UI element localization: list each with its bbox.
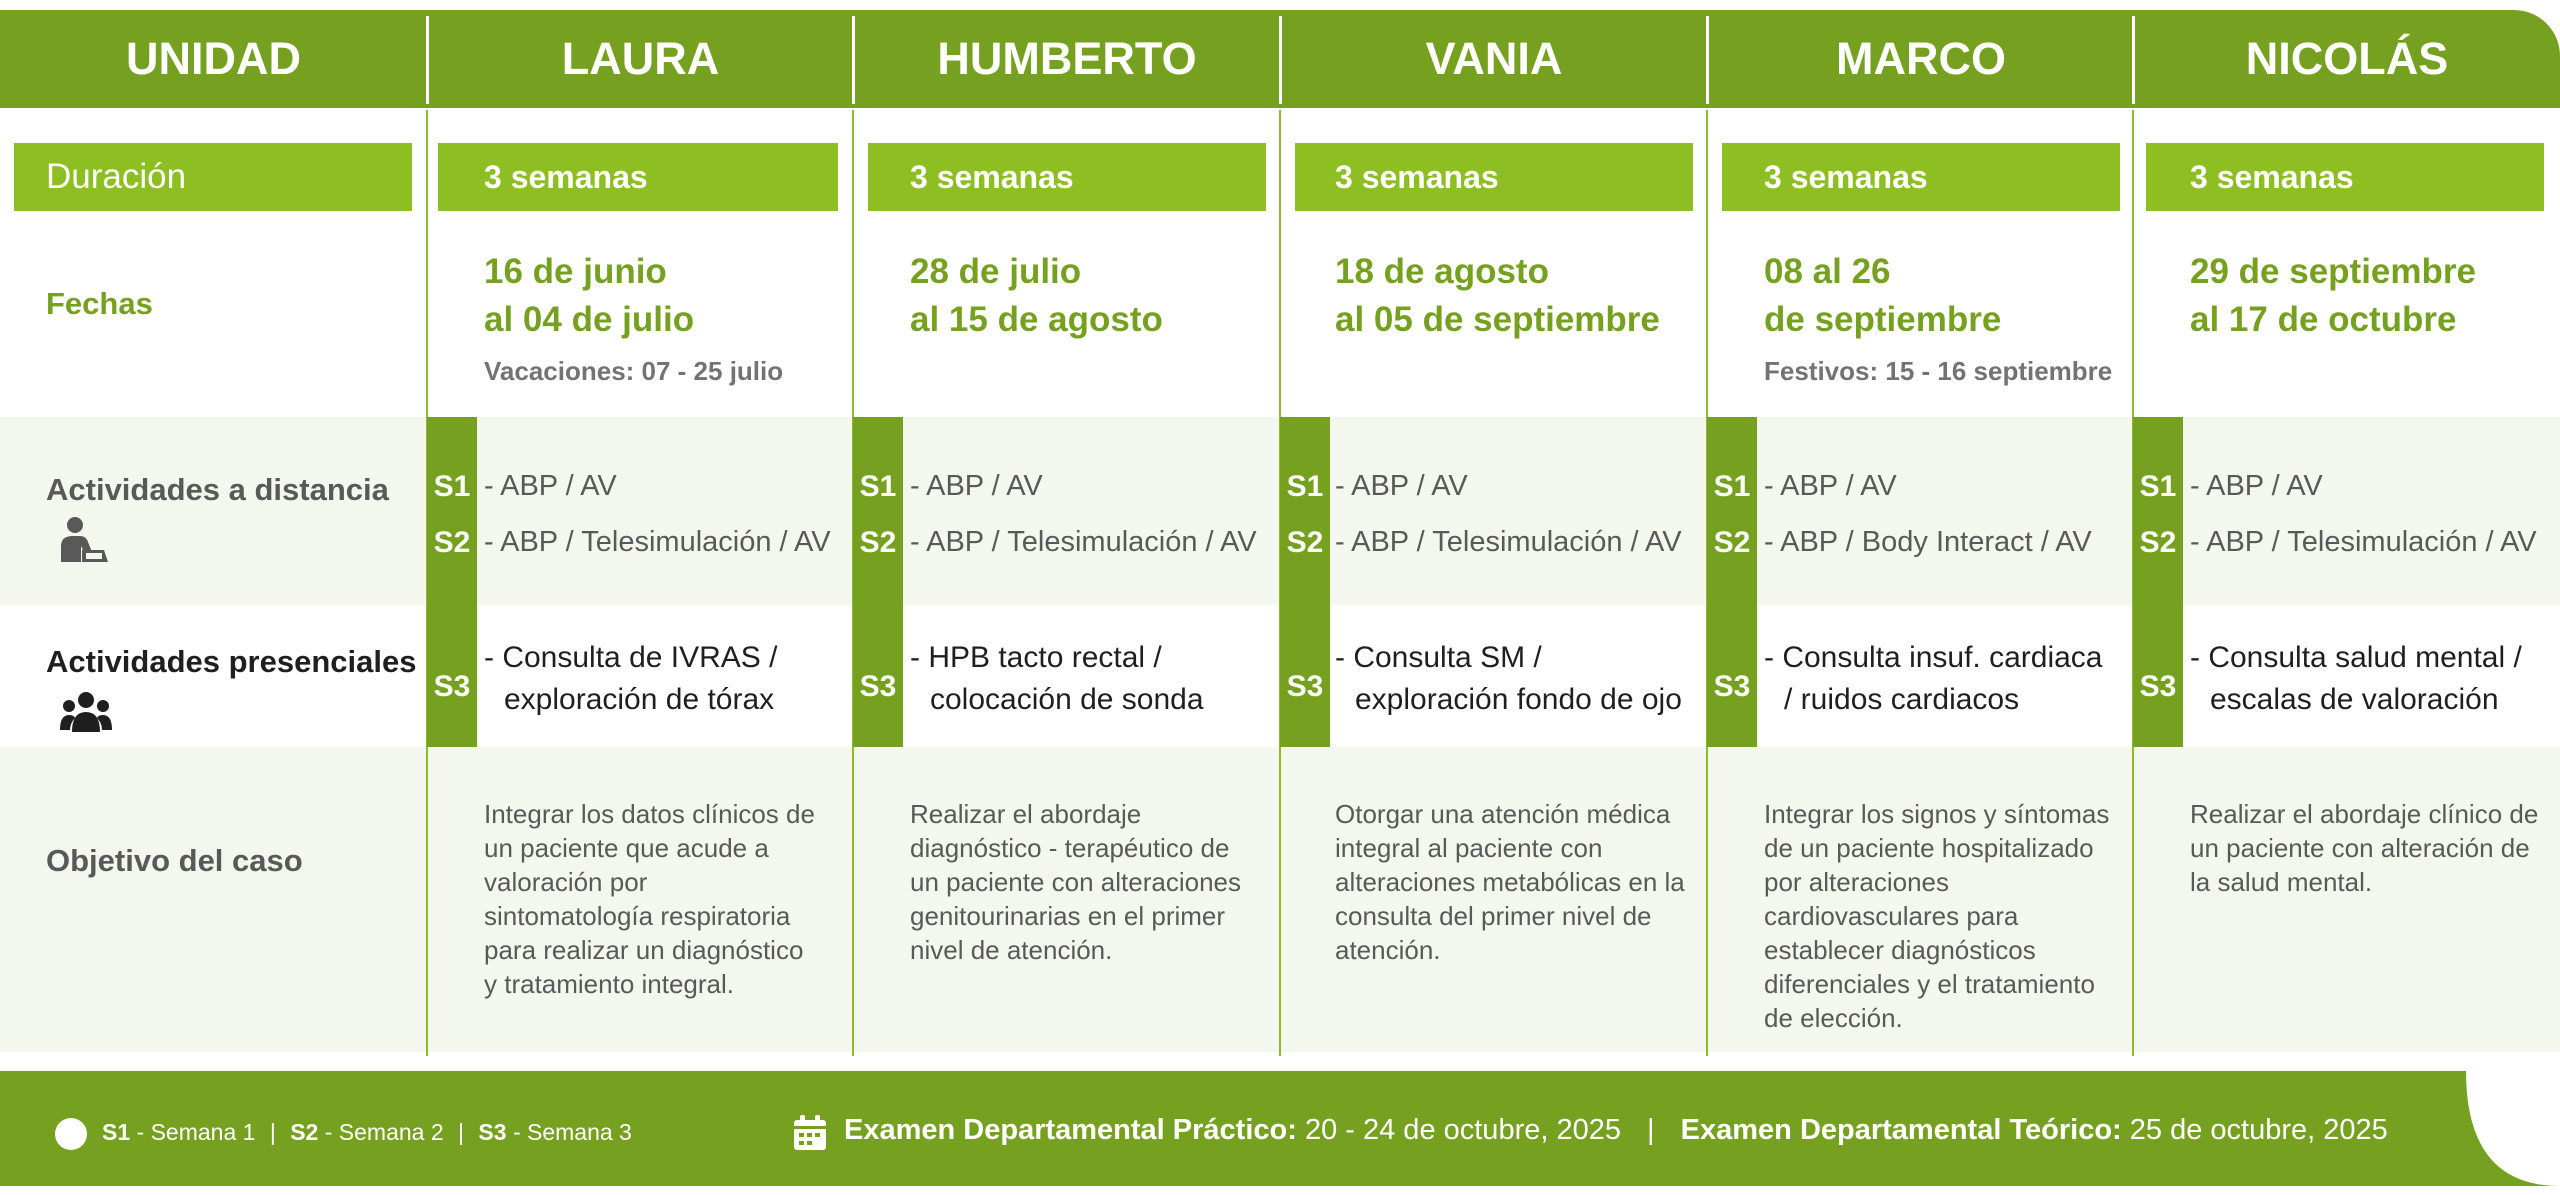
week-label-s3: S3: [1713, 670, 1751, 703]
duracion-marco: 3 semanas: [1722, 143, 2120, 211]
week-label-s1: S1: [1286, 470, 1324, 503]
nota-marco: Festivos: 15 - 16 septiembre: [1764, 356, 2113, 386]
legend: [102, 1119, 632, 1146]
fecha-humberto: [910, 248, 1163, 344]
exam-teorico-label: Examen Departamental Teórico:: [1680, 1114, 2122, 1146]
actividad-s3-laura: [484, 637, 777, 721]
exam-teorico-date: 25 de octubre, 2025: [2129, 1114, 2388, 1146]
header-name-vania: VANIA: [1425, 33, 1563, 84]
actividad-s2-vania: - ABP / Telesimulación / AV: [1335, 526, 1682, 558]
actividad-s1-nicolas: - ABP / AV: [2190, 470, 2323, 502]
fecha-line2: de septiembre: [1764, 300, 2002, 339]
row-label-fechas: Fechas: [46, 286, 153, 321]
legend-separator: |: [458, 1119, 465, 1145]
actividad-s1-marco: - ABP / AV: [1764, 470, 1897, 502]
week-label-s1: S1: [859, 470, 897, 503]
exam-practico-date: 20 - 24 de octubre, 2025: [1304, 1114, 1621, 1146]
week-label-s2: S2: [859, 526, 897, 559]
actividad-s1-vania: - ABP / AV: [1335, 470, 1468, 502]
s3-line1: - Consulta insuf. cardiaca: [1764, 641, 2103, 674]
actividad-s3-marco: [1764, 637, 2103, 721]
week-bar-s1s2: [427, 417, 477, 605]
objetivo-humberto: Realizar el abordaje diagnóstico - terapéutico de un paciente con alteraciones genitourinarias en el primer nivel de atención.: [910, 799, 1242, 965]
week-label-s2: S2: [1286, 526, 1324, 559]
s3-line2: / ruidos cardiacos: [1784, 683, 2020, 716]
duracion-laura: 3 semanas: [438, 143, 838, 211]
week-label-s2: S2: [1713, 526, 1751, 559]
objetivo-marco: Integrar los signos y síntomas de un paciente hospitalizado por alteraciones cardiovasculares para establecer diagnósticos diferenciales y el tratamiento de elección.: [1764, 799, 2110, 1033]
actividad-s2-laura: - ABP / Telesimulación / AV: [484, 526, 831, 558]
fecha-nicolas: [2190, 248, 2476, 344]
circle-bullet-icon: [54, 1117, 88, 1151]
legend-separator: |: [269, 1119, 276, 1145]
exam-separator: |: [1647, 1114, 1655, 1146]
s3-line1: - HPB tacto rectal /: [910, 641, 1162, 674]
week-label-s2: S2: [2139, 526, 2177, 559]
fecha-line1: 18 de agosto: [1335, 252, 1549, 291]
week-label-s2: S2: [433, 526, 471, 559]
s3-line1: - Consulta SM /: [1335, 641, 1542, 674]
fecha-line2: al 04 de julio: [484, 300, 695, 339]
s3-line1: - Consulta salud mental /: [2190, 641, 2522, 674]
s3-line2: exploración de tórax: [504, 683, 775, 716]
header-unidad: UNIDAD: [126, 33, 301, 84]
duracion-humberto: 3 semanas: [868, 143, 1266, 211]
legend-s3-text: - Semana 3: [512, 1119, 632, 1145]
calendar-icon: [793, 1115, 827, 1151]
objetivo-nicolas: Realizar el abordaje clínico de un paciente con alteración de la salud mental.: [2190, 799, 2539, 897]
s3-line2: exploración fondo de ojo: [1355, 683, 1682, 716]
fecha-line1: 16 de junio: [484, 252, 667, 291]
footer-corner: [2450, 1071, 2560, 1186]
duracion-vania: 3 semanas: [1295, 143, 1693, 211]
objetivo-laura: Integrar los datos clínicos de un paciente que acude a valoración por sintomatología respiratoria para realizar un diagnóstico y tratamiento integral.: [484, 799, 815, 999]
fecha-line1: 08 al 26: [1764, 252, 1891, 291]
row-label-actividades-distancia: Actividades a distancia: [46, 472, 389, 507]
header-name-humberto: HUMBERTO: [937, 33, 1197, 84]
week-bar-s1s2: [1280, 417, 1330, 605]
week-label-s3: S3: [433, 670, 471, 703]
fecha-marco: [1764, 248, 2001, 344]
actividad-s3-vania: [1335, 637, 1682, 721]
fecha-laura: [484, 248, 694, 344]
actividad-s2-marco: - ABP / Body Interact / AV: [1764, 526, 2092, 558]
table-header: [0, 10, 2560, 108]
nota-laura: Vacaciones: 07 - 25 julio: [484, 356, 784, 386]
header-name-marco: MARCO: [1836, 33, 2006, 84]
week-label-s1: S1: [2139, 470, 2177, 503]
s3-line2: escalas de valoración: [2210, 683, 2499, 716]
row-label-duracion: Duración: [14, 143, 412, 211]
actividad-s2-nicolas: - ABP / Telesimulación / AV: [2190, 526, 2537, 558]
exam-practico-label: Examen Departamental Práctico:: [844, 1114, 1297, 1146]
group-icon: [60, 690, 112, 734]
fecha-line1: 29 de septiembre: [2190, 252, 2476, 291]
week-bar-s1s2: [2133, 417, 2183, 605]
legend-s3: S3: [478, 1119, 507, 1145]
fecha-line2: al 05 de septiembre: [1335, 300, 1660, 339]
s3-line1: - Consulta de IVRAS /: [484, 641, 778, 674]
week-bar-s1s2: [853, 417, 903, 605]
fecha-vania: [1335, 248, 1660, 344]
duracion-nicolas: 3 semanas: [2146, 143, 2544, 211]
s3-line2: colocación de sonda: [930, 683, 1204, 716]
header-name-nicolas: NICOLÁS: [2245, 33, 2449, 84]
week-bar-s1s2: [1707, 417, 1757, 605]
fecha-line1: 28 de julio: [910, 252, 1082, 291]
week-label-s3: S3: [859, 670, 897, 703]
row-label-objetivo: Objetivo del caso: [46, 843, 303, 878]
objetivo-vania: Otorgar una atención médica integral al paciente con alteraciones metabólicas en la consulta del primer nivel de atención.: [1335, 799, 1685, 965]
legend-s2: S2: [290, 1119, 319, 1145]
actividad-s1-laura: - ABP / AV: [484, 470, 617, 502]
row-label-actividades-presenciales: Actividades presenciales: [46, 644, 417, 679]
exam-dates: [844, 1114, 2388, 1147]
person-laptop-icon: [58, 516, 112, 564]
week-label-s1: S1: [433, 470, 471, 503]
actividad-s1-humberto: - ABP / AV: [910, 470, 1043, 502]
week-label-s3: S3: [1286, 670, 1324, 703]
week-label-s3: S3: [2139, 670, 2177, 703]
fecha-line2: al 15 de agosto: [910, 300, 1163, 339]
actividad-s3-humberto: [910, 637, 1204, 721]
legend-s2-text: - Semana 2: [324, 1119, 444, 1145]
fecha-line2: al 17 de octubre: [2190, 300, 2457, 339]
legend-s1: S1: [102, 1119, 131, 1145]
week-label-s1: S1: [1713, 470, 1751, 503]
header-name-laura: LAURA: [561, 33, 720, 84]
legend-s1-text: - Semana 1: [136, 1119, 256, 1145]
actividad-s2-humberto: - ABP / Telesimulación / AV: [910, 526, 1257, 558]
actividad-s3-nicolas: [2190, 637, 2522, 721]
